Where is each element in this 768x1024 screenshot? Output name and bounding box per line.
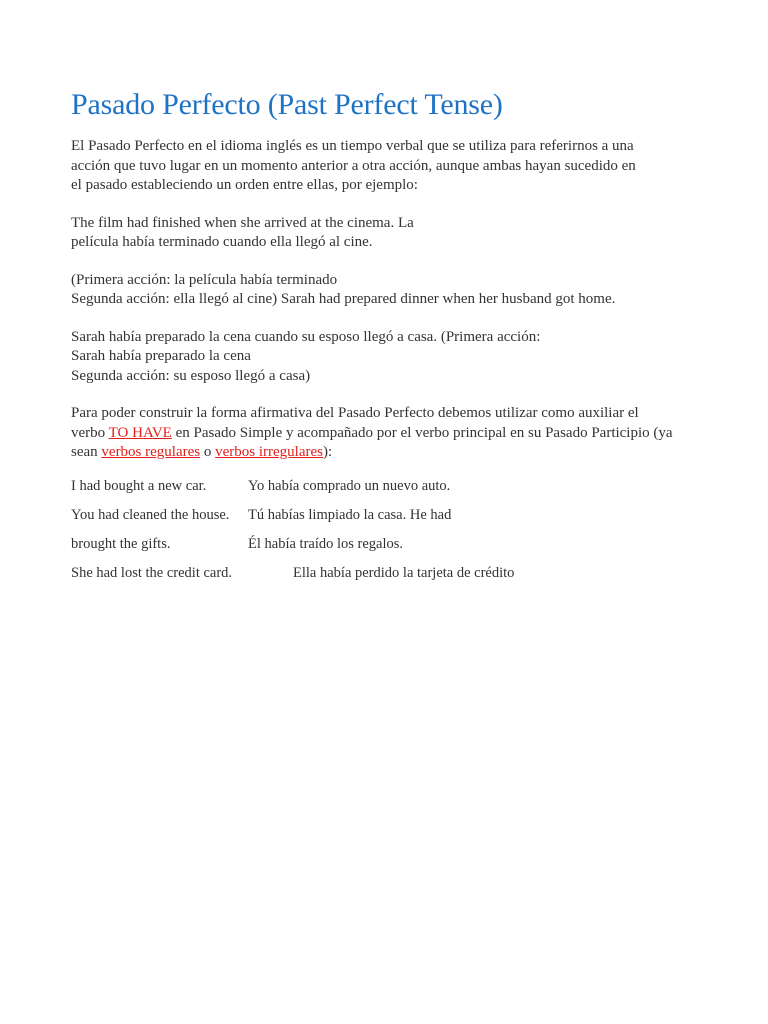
- example-row: [71, 506, 711, 535]
- example-line: (Primera acción: la película había terminado: [71, 271, 338, 288]
- example-paragraph-film: [71, 214, 711, 253]
- construction-text: o: [200, 444, 216, 460]
- construction-text: en Pasado Simple y acompañado por el verbo principal en su Pasado Participio (ya: [171, 424, 673, 441]
- example-paragraph-actions: [71, 271, 711, 310]
- english-sentence: brought the gifts.: [71, 536, 171, 553]
- construction-line: Para poder construir la forma afirmativa del Pasado Perfecto debemos utilizar como auxiliar el: [71, 405, 639, 421]
- verbos-regulares-link[interactable]: verbos regulares: [101, 444, 201, 460]
- example-row: [71, 535, 711, 564]
- example-line: Segunda acción: su esposo llegó a casa): [71, 367, 311, 384]
- construction-text: sean: [71, 444, 102, 460]
- example-row: [71, 477, 711, 506]
- english-sentence: She had lost the credit card.: [71, 565, 233, 582]
- spanish-sentence: Ella había perdido la tarjeta de crédito: [293, 565, 515, 582]
- example-line: Segunda acción: ella llegó al cine) Sarah had prepared dinner when her husband got home.: [71, 291, 616, 307]
- construction-text: verbo: [71, 424, 109, 441]
- example-row: [71, 564, 711, 593]
- spanish-sentence: Él había traído los regalos.: [248, 536, 404, 553]
- english-sentence: You had cleaned the house.: [71, 506, 230, 523]
- examples-table: [71, 477, 711, 594]
- intro-line: acción que tuvo lugar en un momento anterior a otra acción, aunque ambas hayan sucedido en: [71, 157, 636, 174]
- example-line: The film had finished when she arrived at the cinema. La: [71, 214, 414, 231]
- intro-line: el pasado estableciendo un orden entre ellas, por ejemplo:: [71, 177, 418, 193]
- to-have-link[interactable]: TO HAVE: [108, 424, 172, 441]
- page-title: Pasado Perfecto (Past Perfect Tense): [71, 88, 503, 121]
- intro-paragraph: [71, 137, 711, 196]
- construction-line: [71, 443, 711, 463]
- example-line: película había terminado cuando ella llegó al cine.: [71, 234, 373, 250]
- spanish-sentence: Yo había comprado un nuevo auto.: [248, 477, 451, 494]
- document-page: [71, 86, 711, 594]
- example-line: Sarah había preparado la cena cuando su esposo llegó a casa. (Primera acción:: [71, 328, 541, 345]
- construction-line: [71, 424, 711, 444]
- example-line: Sarah había preparado la cena: [71, 348, 251, 364]
- verbos-irregulares-link[interactable]: verbos irregulares: [215, 444, 323, 460]
- intro-line: El Pasado Perfecto en el idioma inglés es un tiempo verbal que se utiliza para referirnos a una: [71, 138, 634, 154]
- example-paragraph-sarah: [71, 328, 711, 387]
- construction-text: ):: [323, 444, 333, 460]
- construction-paragraph: [71, 404, 711, 463]
- spanish-sentence: Tú habías limpiado la casa. He had: [248, 506, 452, 523]
- english-sentence: I had bought a new car.: [71, 477, 207, 494]
